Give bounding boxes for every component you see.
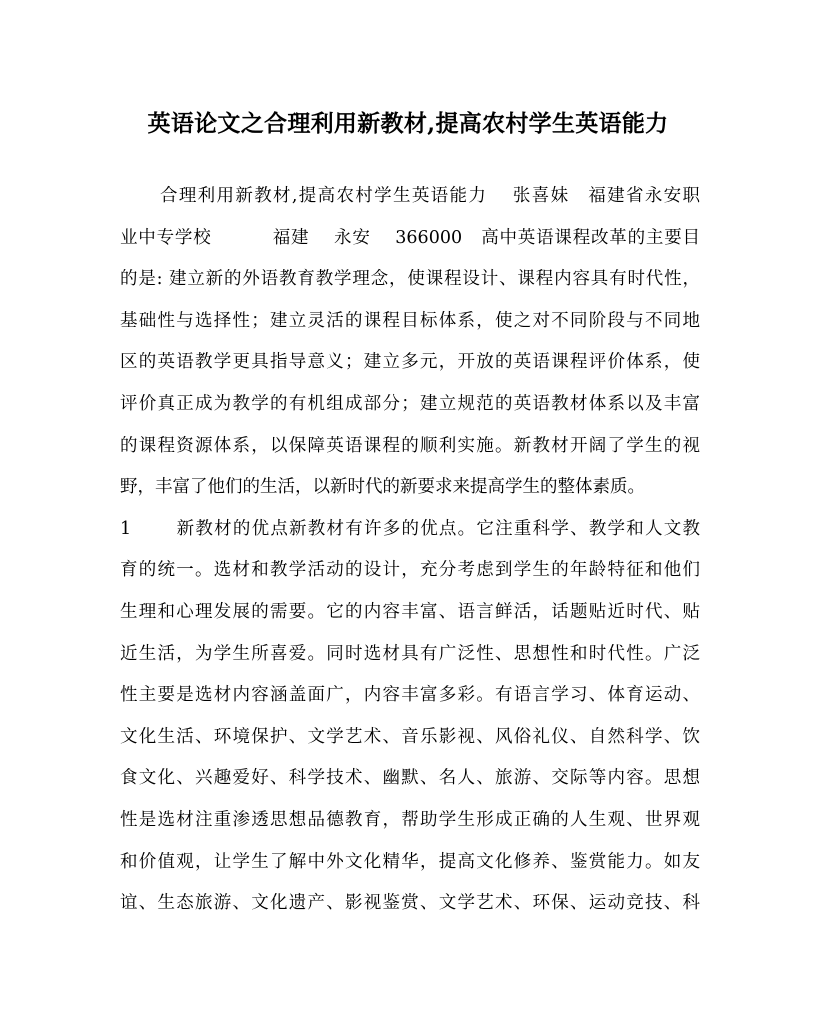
body-line: 谊、生态旅游、文化遗产、影视鉴赏、文学艺术、环保、运动竞技、科 (120, 893, 700, 914)
body-line: 食文化、兴趣爱好、科学技术、幽默、名人、旅游、交际等内容。思想 (120, 768, 700, 789)
body-line: 生理和心理发展的需要。它的内容丰富、语言鲜活，话题贴近时代、贴 (120, 601, 700, 622)
body-line: 近生活，为学生所喜爱。同时选材具有广泛性、思想性和时代性。广泛 (120, 643, 700, 664)
body-line: 野，丰富了他们的生活，以新时代的新要求来提高学生的整体素质。 (120, 477, 645, 498)
body-line: 业中专学校 福建 永安 366000 高中英语课程改革的主要目 (120, 227, 700, 248)
body-line: 1 新教材的优点新教材有许多的优点。它注重科学、教学和人文教 (120, 518, 700, 539)
document-title: 英语论文之合理利用新教材,提高农村学生英语能力 (147, 110, 669, 137)
body-line: 的课程资源体系，以保障英语课程的顺利实施。新教材开阔了学生的视 (120, 435, 700, 456)
body-line: 基础性与选择性；建立灵活的课程目标体系，使之对不同阶段与不同地 (120, 310, 700, 331)
body-line: 评价真正成为教学的有机组成部分；建立规范的英语教材体系以及丰富 (120, 393, 700, 414)
body-line: 性是选材注重渗透思想品德教育，帮助学生形成正确的人生观、世界观 (120, 809, 700, 830)
document-body (120, 176, 700, 925)
body-line: 的是: 建立新的外语教育教学理念，使课程设计、课程内容具有时代性， (120, 269, 700, 290)
body-line: 育的统一。选材和教学活动的设计，充分考虑到学生的年龄特征和他们 (120, 560, 700, 581)
body-line: 和价值观，让学生了解中外文化精华，提高文化修养、鉴赏能力。如友 (120, 851, 700, 872)
body-line: 区的英语教学更具指导意义；建立多元，开放的英语课程评价体系，使 (120, 352, 700, 373)
body-line: 性主要是选材内容涵盖面广，内容丰富多彩。有语言学习、体育运动、 (120, 685, 700, 706)
body-line: 文化生活、环境保护、文学艺术、音乐影视、风俗礼仪、自然科学、饮 (120, 726, 700, 747)
body-line: 合理利用新教材,提高农村学生英语能力 张喜妹 福建省永安职 (160, 186, 700, 206)
